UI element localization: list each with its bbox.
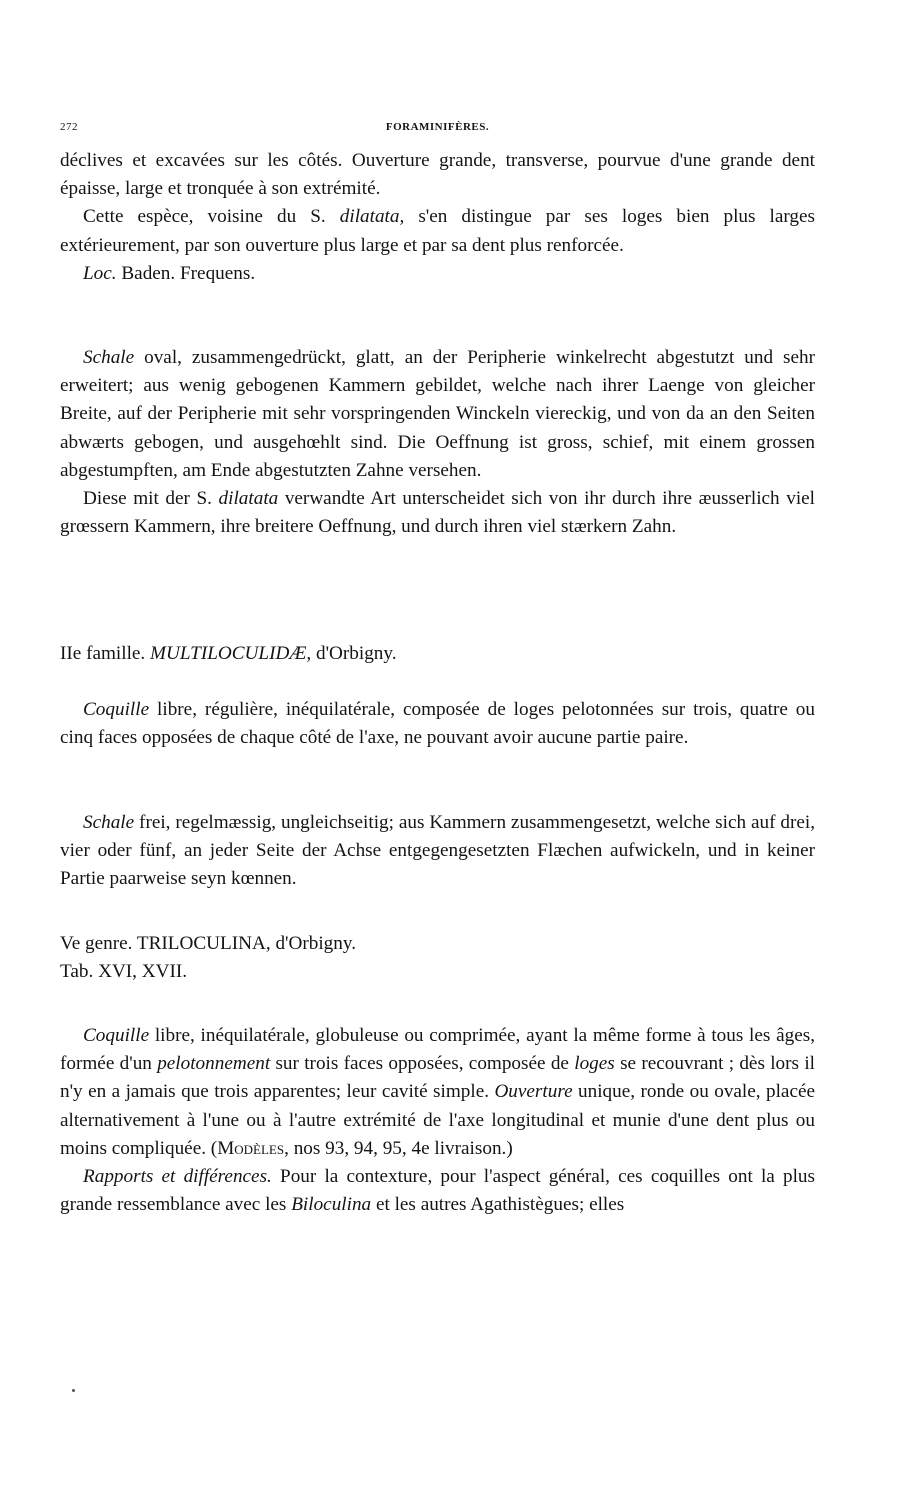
page-number: 272 <box>60 121 78 133</box>
running-header <box>60 121 815 139</box>
genus-plates: Tab. XVI, XVII. <box>60 961 188 983</box>
description-continuation: déclives et excavées sur les côtés. Ouverture grande, transverse, pourvue d'une grande dent épaisse, large et tronquée à son extrémité. <box>60 150 815 200</box>
ink-speck <box>72 1389 75 1392</box>
german-comparison: Diese mit der S. dilatata verwandte Art unterscheidet sich von ihr durch ihre æusserlich viel grœssern Kammern, ihre breitere Oeffnung, und durch ihren viel stærkern Zahn. <box>60 488 815 538</box>
genus-title: Ve genre. TRILOCULINA, d'Orbigny. <box>60 933 357 954</box>
family-description-german: Schale frei, regelmæssig, ungleichseitig; aus Kammern zusammengesetzt, welche sich auf drei, vier oder fünf, an jeder Seite der Achse entgegengesetzten Flæchen aufwickeln, und in keiner Partie paarweise seyn kœnnen. <box>60 812 815 890</box>
genus-description <box>60 1022 815 1219</box>
genus-relationships: Rapports et différences. Pour la contexture, pour l'aspect général, ces coquilles ont la plus grande ressemblance avec les Biloculina et les autres Agathistègues; elles <box>60 1166 815 1216</box>
family-description-french: Coquille libre, régulière, inéquilatérale, composée de loges pelotonnées sur trois, quatre ou cinq faces opposées de chaque côté de l'axe, ne pouvant avoir aucune partie paire. <box>60 699 815 749</box>
german-description: Schale oval, zusammengedrückt, glatt, an der Peripherie winkelrecht abgestutzt und sehr erweitert; aus wenig gebogenen Kammern gebildet, welche nach ihrer Laenge von gleicher Breite, auf der Peripherie mit sehr vorspringenden Winckeln viereckig, und von da an den Seiten abwærts gebogen, und ausgehœhlt sind. Die Oeffnung ist gross, schief, mit einem grossen abgestumpften, am Ende abgestutzten Zahne versehen. <box>60 347 815 481</box>
species-description-french <box>60 147 815 288</box>
family-heading: IIe famille. MULTILOCULIDÆ, d'Orbigny. <box>60 643 397 664</box>
genus-characters: Coquille libre, inéquilatérale, globuleuse ou comprimée, ayant la même forme à tous les âges, formée d'un pelotonnement sur trois faces opposées, composée de loges se recouvrant ; dès lors il n'y en a jamais que trois apparentes; leur cavité simple. Ouverture unique, ronde ou ovale, placée alternativement à l'une ou à l'autre extrémité de l'axe longitudinal et munie d'une dent plus ou moins compliquée. (Modèles, nos 93, 94, 95, 4e livraison.) <box>60 1025 815 1159</box>
running-title: FORAMINIFÈRES. <box>385 121 490 133</box>
genus-heading <box>60 930 815 986</box>
comparison-paragraph: Cette espèce, voisine du S. dilatata, s'en distingue par ses loges bien plus larges extérieurement, par son ouverture plus large et par sa dent plus renforcée. <box>60 206 816 256</box>
species-description-german <box>60 344 815 541</box>
locality-line: Loc. Baden. Frequens. <box>83 262 256 284</box>
